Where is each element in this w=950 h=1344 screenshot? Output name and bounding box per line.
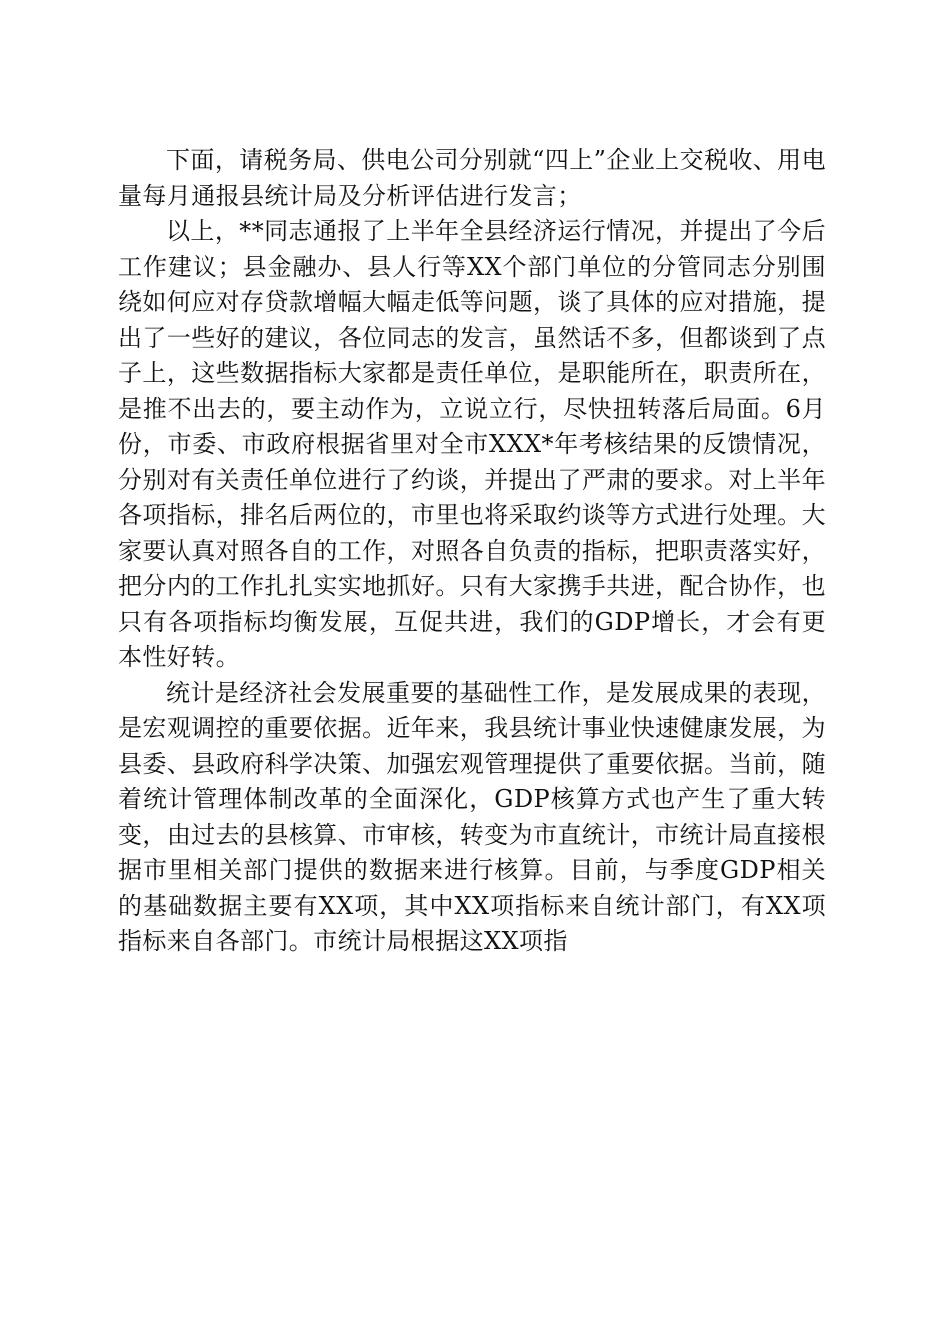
paragraph-speech-invitation: 下面，请税务局、供电公司分别就“四上”企业上交税收、用电量每月通报县统计局及分析评估进行发言； xyxy=(118,146,826,210)
document-page xyxy=(118,143,826,960)
paragraph-statistics: 统计是经济社会发展重要的基础性工作，是发展成果的表现，是宏观调控的重要依据。近年来，我县统计事业快速健康发展，为县委、县政府科学决策、加强宏观管理提供了重要依据。当前，随着统计管理体制改革的全面深化，GDP核算方式也产生了重大转变，由过去的县核算、市审核，转变为市直统计，市统计局直接根据市里相关部门提供的数据来进行核算。目前，与季度GDP相关的基础数据主要有XX项，其中XX项指标来自统计部门，有XX项指标来自各部门。市统计局根据这XX项指 xyxy=(118,678,826,955)
paragraph-summary: 以上，**同志通报了上半年全县经济运行情况，并提出了今后工作建议；县金融办、县人行等XX个部门单位的分管同志分别围绕如何应对存贷款增幅大幅走低等问题，谈了具体的应对措施，提出了一些好的建议，各位同志的发言，虽然话不多，但都谈到了点子上，这些数据指标大家都是责任单位，是职能所在，职责所在，是推不出去的，要主动作为，立说立行，尽快扭转落后局面。6月份，市委、市政府根据省里对全市XXX*年考核结果的反馈情况，分别对有关责任单位进行了约谈，并提出了严肃的要求。对上半年各项指标，排名后两位的，市里也将采取约谈等方式进行处理。大家要认真对照各自的工作，对照各自负责的指标，把职责落实好，把分内的工作扎扎实实地抓好。只有大家携手共进，配合协作，也只有各项指标均衡发展，互促共进，我们的GDP增长，才会有更本性好转。 xyxy=(118,217,826,671)
